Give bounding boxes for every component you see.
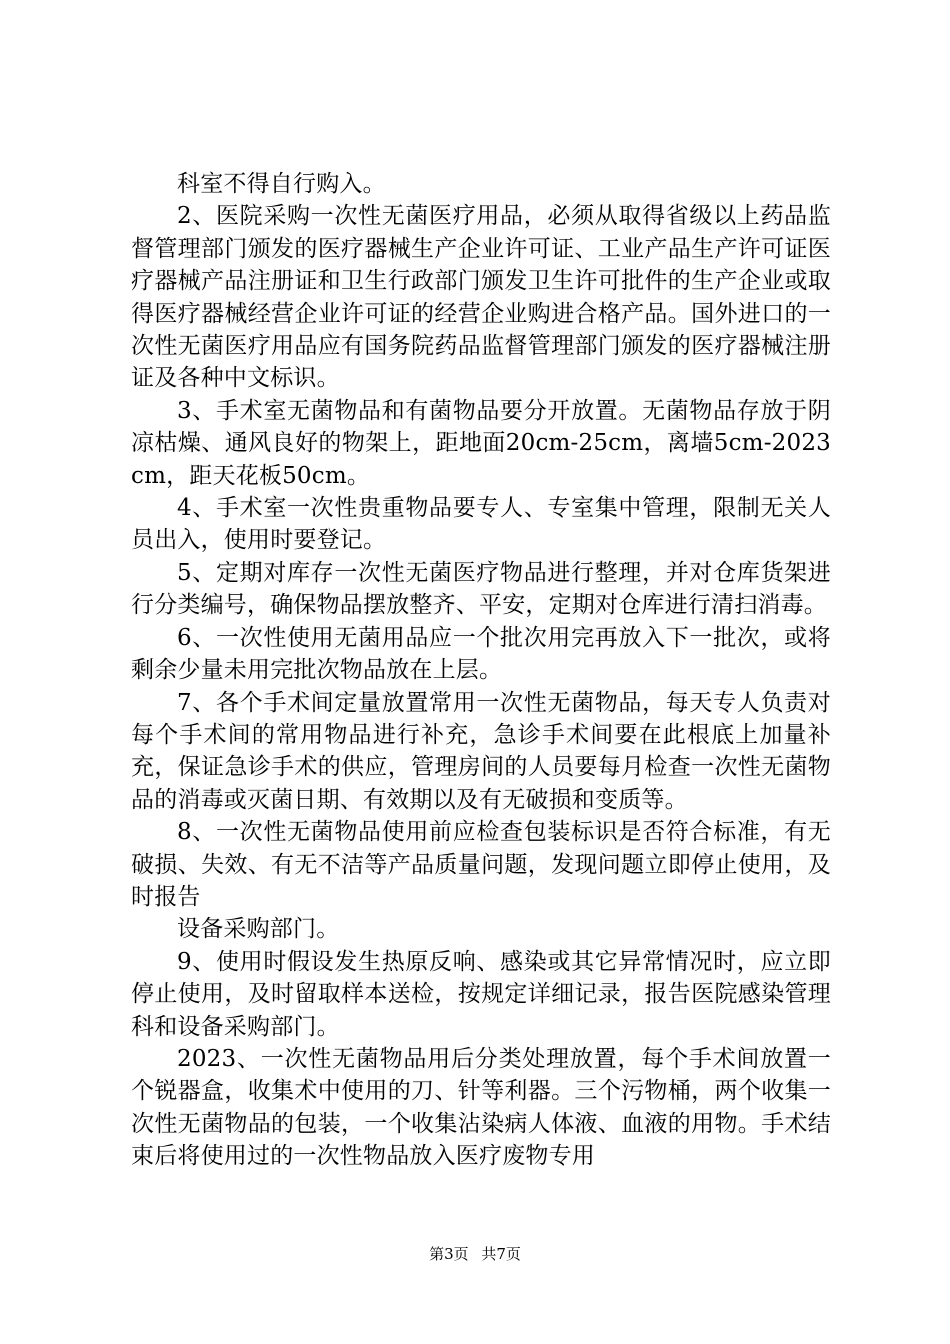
paragraph-9: 9、使用时假设发生热原反响、感染或其它异常情况时，应立即停止使用，及时留取样本送检，按规定详细记录，报告医院感染管理科和设备采购部门。 (131, 948, 831, 1040)
page-footer (0, 1244, 950, 1264)
paragraph-8: 设备采购部门。 (177, 916, 340, 943)
paragraph-4: 5、定期对库存一次性无菌医疗物品进行整理，并对仓库货架进行分类编号，确保物品摆放整齐、平安，定期对仓库进行清扫消毒。 (131, 559, 831, 619)
paragraph-7: 8、一次性无菌物品使用前应检查包装标识是否符合标准，有无破损、失效、有无不洁等产品质量问题，发现问题立即停止使用，及时报告 (131, 819, 831, 910)
paragraph-5: 6、一次性使用无菌用品应一个批次用完再放入下一批次，或将剩余少量未用完批次物品放在上层。 (131, 624, 831, 684)
paragraph-6: 7、各个手术间定量放置常用一次性无菌物品，每天专人负责对每个手术间的常用物品进行补充，急诊手术间要在此根底上加量补充，保证急诊手术的供应，管理房间的人员要每月检查一次性无菌物品的消毒或灭菌日期、有效期以及有无破损和变质等。 (131, 689, 831, 813)
paragraph-10: 2023、一次性无菌物品用后分类处理放置，每个手术间放置一个锐器盒，收集术中使用的刀、针等利器。三个污物桶，两个收集一次性无菌物品的包装，一个收集沾染病人体液、血液的用物。手术结束后将使用过的一次性物品放入医疗废物专用 (131, 1045, 831, 1170)
paragraph-1: 2、医院采购一次性无菌医疗用品，必须从取得省级以上药品监督管理部门颁发的医疗器械生产企业许可证、工业产品生产许可证医疗器械产品注册证和卫生行政部门颁发卫生许可批件的生产企业或取得医疗器械经营企业许可证的经营企业购进合格产品。国外进口的一次性无菌医疗用品应有国务院药品监督管理部门颁发的医疗器械注册证及各种中文标识。 (131, 203, 831, 392)
paragraph-0: 科室不得自行购入。 (177, 171, 386, 197)
page-number: 第3页 (429, 1245, 469, 1263)
page-total: 共7页 (481, 1245, 521, 1263)
document-body (131, 168, 831, 1173)
paragraph-2: 3、手术室无菌物品和有菌物品要分开放置。无菌物品存放于阴凉枯燥、通风良好的物架上，距地面20cm-25cm，离墙5cm-2023cm，距天花板50cm。 (131, 397, 831, 489)
paragraph-3: 4、手术室一次性贵重物品要专人、专室集中管理，限制无关人员出入，使用时要登记。 (131, 495, 831, 554)
